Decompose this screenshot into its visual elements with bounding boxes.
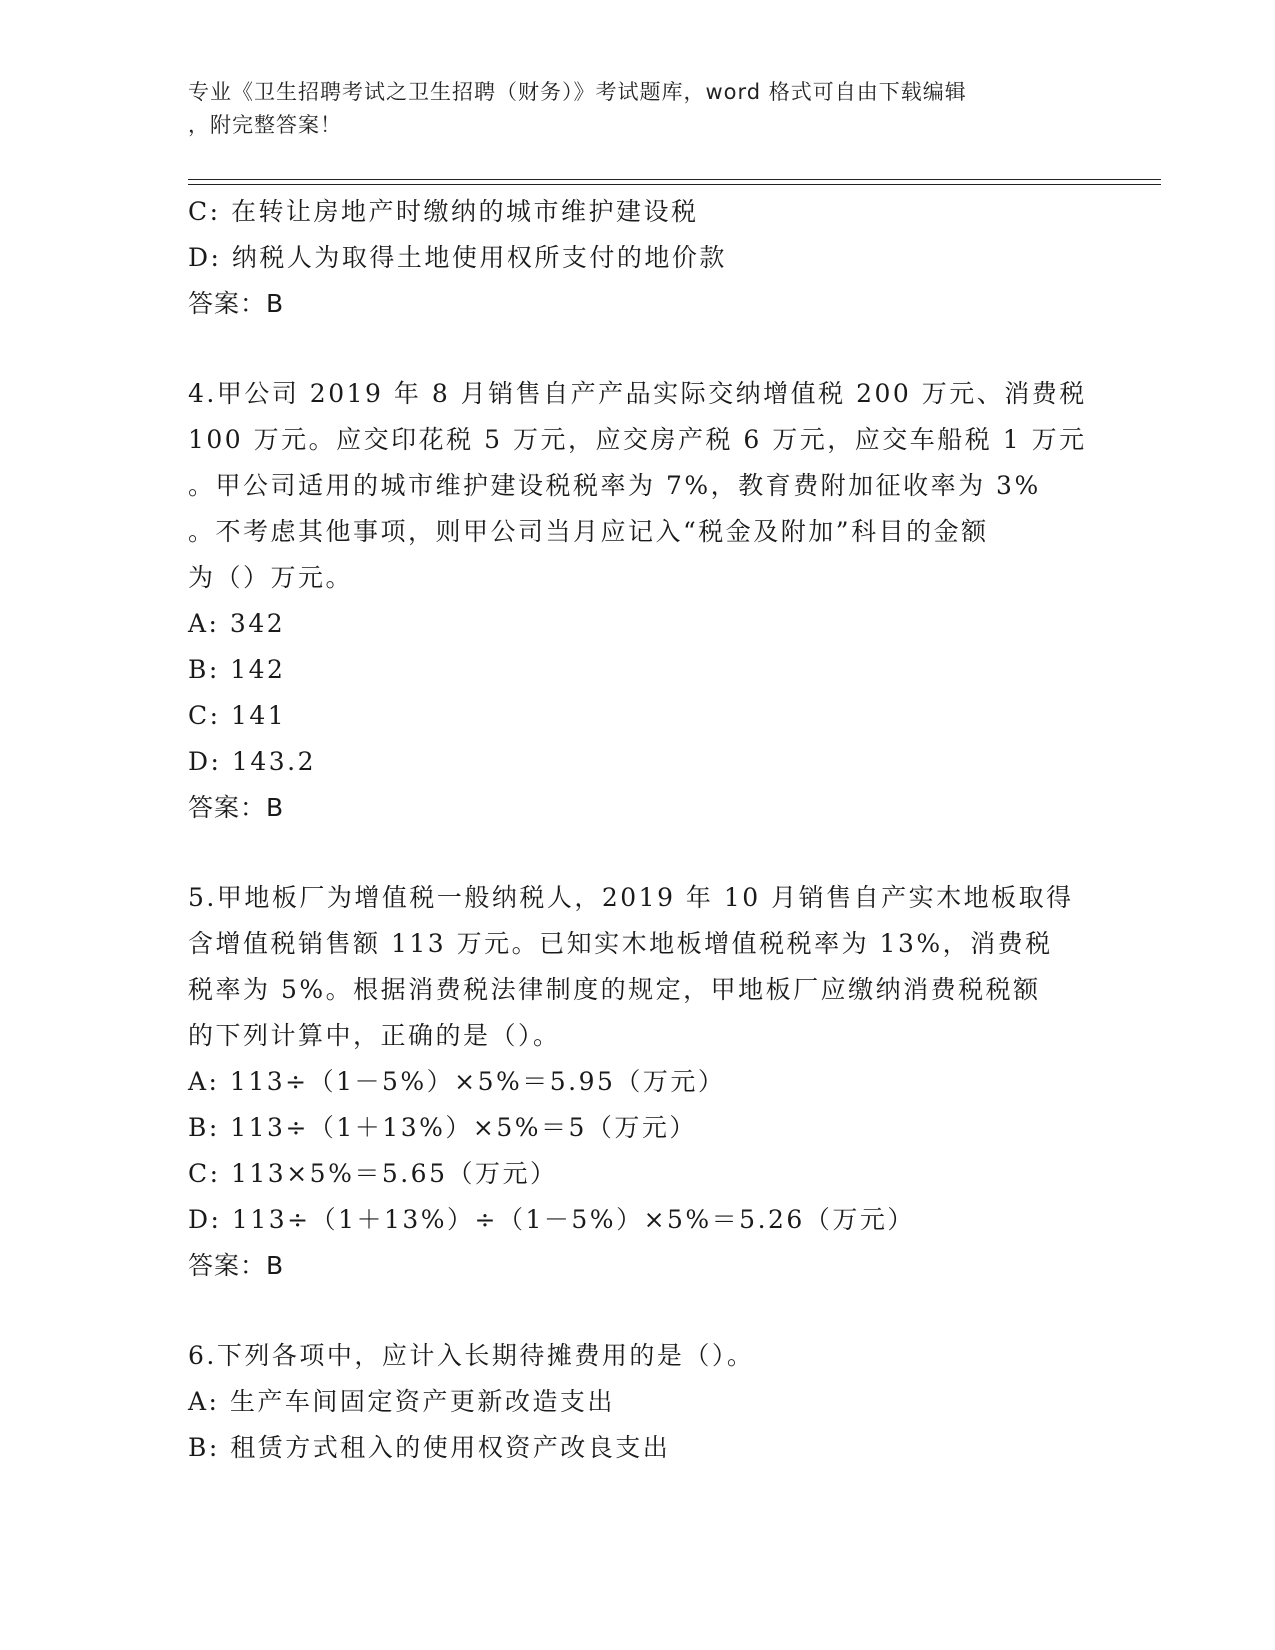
question-6 (188, 1333, 1088, 1471)
option-b: B: 113÷（1＋13%）×5%＝5（万元） (188, 1113, 697, 1142)
question-4 (188, 371, 1088, 831)
question-text-line: 税率为 5%。根据消费税法律制度的规定，甲地板厂应缴纳消费税税额 (188, 975, 1041, 1004)
answer: 答案：B (188, 289, 285, 318)
question-text-line: 。甲公司适用的城市维护建设税税率为 7%，教育费附加征收率为 3% (188, 471, 1041, 500)
document-header (188, 76, 1088, 142)
option-b: B: 租赁方式租入的使用权资产改良支出 (188, 1433, 671, 1462)
question-3-tail (188, 189, 1088, 327)
question-text-line: 为（）万元。 (188, 563, 354, 592)
header-divider-top (188, 179, 1161, 180)
option-c: C: 在转让房地产时缴纳的城市维护建设税 (188, 197, 699, 226)
option-a: A: 342 (188, 609, 286, 638)
option-a: A: 113÷（1－5%）×5%＝5.95（万元） (188, 1067, 726, 1096)
answer: 答案：B (188, 793, 285, 822)
question-text-line: 6.下列各项中，应计入长期待摊费用的是（）。 (188, 1341, 755, 1370)
question-list (188, 189, 1088, 1471)
question-text-line: 4.甲公司 2019 年 8 月销售自产产品实际交纳增值税 200 万元、消费税 (188, 379, 1087, 408)
question-text-line: 含增值税销售额 113 万元。已知实木地板增值税税率为 13%，消费税 (188, 929, 1053, 958)
option-b: B: 142 (188, 655, 286, 684)
header-line-2: ，附完整答案！ (188, 113, 342, 137)
question-text-line: 的下列计算中，正确的是（）。 (188, 1021, 561, 1050)
question-5 (188, 875, 1088, 1289)
option-a: A: 生产车间固定资产更新改造支出 (188, 1387, 615, 1416)
option-d: D: 143.2 (188, 747, 316, 776)
option-d: D: 纳税人为取得土地使用权所支付的地价款 (188, 243, 727, 272)
question-text-line: 100 万元。应交印花税 5 万元，应交房产税 6 万元，应交车船税 1 万元 (188, 425, 1087, 454)
question-text-line: 5.甲地板厂为增值税一般纳税人，2019 年 10 月销售自产实木地板取得 (188, 883, 1074, 912)
option-d: D: 113÷（1＋13%）÷（1－5%）×5%＝5.26（万元） (188, 1205, 915, 1234)
header-divider-bottom (188, 184, 1161, 185)
answer: 答案：B (188, 1251, 285, 1280)
option-c: C: 113×5%＝5.65（万元） (188, 1159, 558, 1188)
header-line-1: 专业《卫生招聘考试之卫生招聘（财务）》考试题库，word 格式可自由下载编辑 (188, 80, 967, 104)
option-c: C: 141 (188, 701, 287, 730)
question-text-line: 。不考虑其他事项，则甲公司当月应记入“税金及附加”科目的金额 (188, 517, 989, 546)
